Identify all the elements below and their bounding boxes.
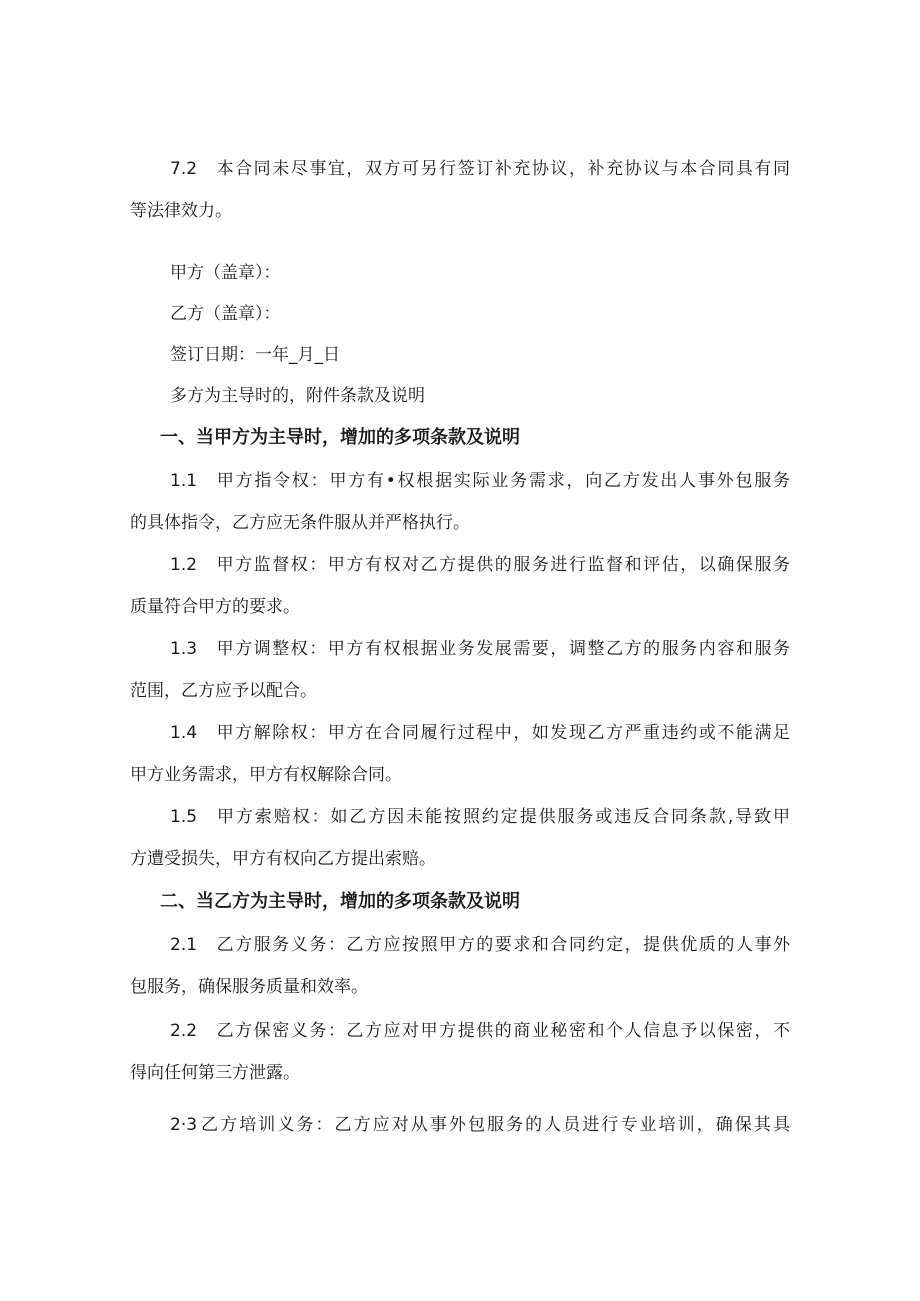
clause-2-3 <box>130 1104 790 1146</box>
clause-1-3 <box>130 628 790 712</box>
clause-number: 7.2 <box>170 159 198 179</box>
clause-text: 乙方培训义务：乙方应对从事外包服务的人员进行专业培训，确保其具 <box>199 1115 790 1135</box>
signing-date: 签订日期：一年_月_日 <box>170 345 340 365</box>
clause-1-2 <box>130 544 790 628</box>
clause-2-1 <box>130 924 790 1008</box>
clause-text-cont: 质量符合甲方的要求。 <box>130 597 300 617</box>
clause-text: 甲方监督权：甲方有权对乙方提供的服务进行监督和评估，以确保服务 <box>215 555 790 575</box>
clause-text: 甲方调整权：甲方有权根据业务发展需要，调整乙方的服务内容和服务 <box>215 639 790 659</box>
clause-line <box>130 1104 790 1146</box>
clause-number: 1.2 <box>170 555 198 575</box>
clause-text-cont: 得向任何第三方泄露。 <box>130 1063 300 1083</box>
clause-1-4 <box>130 712 790 796</box>
clause-line <box>130 460 790 502</box>
clause-1-5 <box>130 796 790 880</box>
clause-line <box>130 924 790 966</box>
clause-text-cont: 甲方业务需求，甲方有权解除合同。 <box>130 765 402 785</box>
party-a-seal: 甲方（盖章）： <box>170 263 281 283</box>
clause-text-cont: 的具体指令，乙方应无条件服从并严格执行。 <box>130 513 470 533</box>
appendix-title: 多方为主导时的，附件条款及说明 <box>170 386 425 406</box>
clause-line <box>130 628 790 670</box>
clause-text: 乙方服务义务：乙方应按照甲方的要求和合同约定，提供优质的人事外 <box>215 935 790 955</box>
clause-line <box>130 1010 790 1052</box>
clause-7-2 <box>130 148 790 232</box>
clause-1-1 <box>130 460 790 544</box>
clause-line <box>130 544 790 586</box>
clause-number: 1.4 <box>170 723 198 743</box>
clause-text: 甲方解除权：甲方在合同履行过程中，如发现乙方严重违约或不能满足 <box>215 723 790 743</box>
party-b-seal: 乙方（盖章）： <box>170 304 281 324</box>
clause-2-2 <box>130 1010 790 1094</box>
clause-text-cont: 范围，乙方应予以配合。 <box>130 681 317 701</box>
clause-text: 甲方指令权：甲方有•权根据实际业务需求，向乙方发出人事外包服务 <box>215 471 790 491</box>
clause-line <box>130 796 790 838</box>
clause-number: 2.2 <box>170 1021 198 1041</box>
section-1-heading: 一、当甲方为主导时，增加的多项条款及说明 <box>160 427 520 448</box>
clause-line <box>130 148 790 190</box>
clause-number: 1.5 <box>170 807 198 827</box>
clause-number: 2·3 <box>170 1115 198 1135</box>
clause-text-cont: 包服务，确保服务质量和效率。 <box>130 977 368 997</box>
clause-text-cont: 方遭受损失，甲方有权向乙方提出索赔。 <box>130 849 436 869</box>
clause-number: 1.1 <box>170 471 198 491</box>
clause-text: 甲方索赔权：如乙方因未能按照约定提供服务或违反合同条款,导致甲 <box>215 807 790 827</box>
clause-text-cont: 等法律效力。 <box>130 201 232 221</box>
clause-number: 1.3 <box>170 639 198 659</box>
clause-number: 2.1 <box>170 935 198 955</box>
clause-line <box>130 712 790 754</box>
clause-text: 乙方保密义务：乙方应对甲方提供的商业秘密和个人信息予以保密，不 <box>215 1021 790 1041</box>
section-2-heading: 二、当乙方为主导时，增加的多项条款及说明 <box>160 891 520 912</box>
clause-text: 本合同未尽事宜，双方可另行签订补充协议，补充协议与本合同具有同 <box>215 159 790 179</box>
